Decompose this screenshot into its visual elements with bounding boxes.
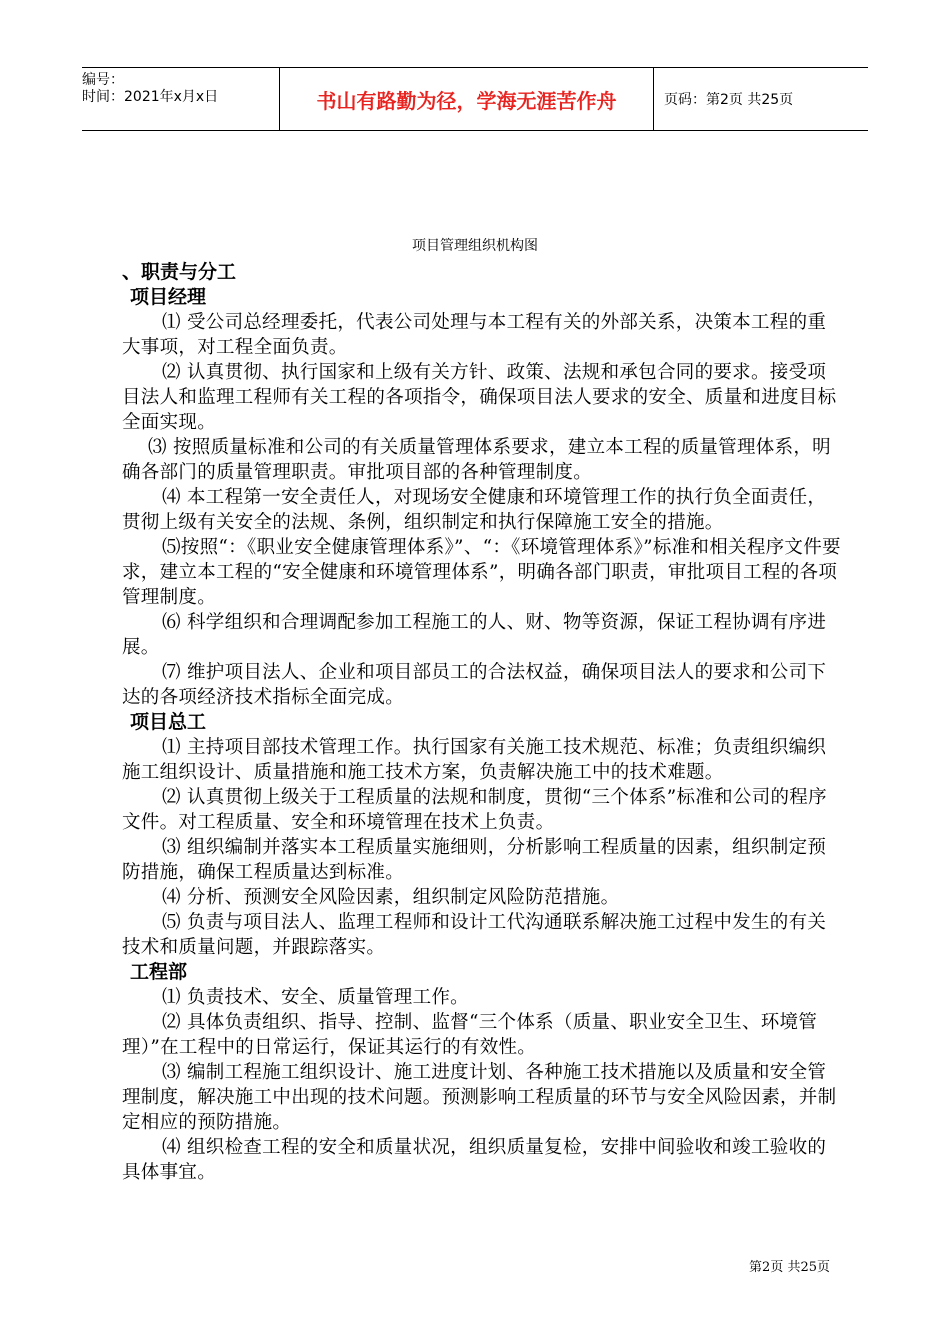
- paragraph: ⑸ 负责与项目法人、监理工程师和设计工代沟通联系解决施工过程中发生的有关技术和质量问题，并跟踪落实。: [122, 912, 827, 958]
- paragraph: ⑵ 具体负责组织、指导、控制、监督“三个体系（质量、职业安全卫生、环境管理）”在工程中的日常运行，保证其运行的有效性。: [122, 1012, 818, 1058]
- chart-caption: 项目管理组织机构图: [412, 238, 538, 254]
- page-footer: 第2页 共25页: [749, 1260, 830, 1275]
- subsection-title-manager: 项目经理: [130, 286, 207, 308]
- paragraph: ⑶ 编制工程施工组织设计、施工进度计划、各种施工技术措施以及质量和安全管理制度，解决施工中出现的技术问题。预测影响工程质量的环节与安全风险因素，并制定相应的预防措施。: [122, 1062, 837, 1133]
- document-body: [122, 260, 842, 1185]
- paragraph: ⑸按照“：《职业安全健康管理体系》”、“：《环境管理体系》”标准和相关程序文件要求，建立本工程的“安全健康和环境管理体系”，明确各部门职责，审批项目工程的各项管理制度。: [122, 537, 841, 608]
- paragraph: ⑵ 认真贯彻上级关于工程质量的法规和制度，贯彻“三个体系”标准和公司的程序文件。对工程质量、安全和环境管理在技术上负责。: [122, 787, 827, 833]
- paragraph: ⑷ 组织检查工程的安全和质量状况，组织质量复检，安排中间验收和竣工验收的具体事宜。: [122, 1137, 827, 1183]
- paragraph: ⑷ 本工程第一安全责任人，对现场安全健康和环境管理工作的执行负全面责任，贯彻上级有关安全的法规、条例，组织制定和执行保障施工安全的措施。: [122, 487, 827, 533]
- paragraph: ⑷ 分析、预测安全风险因素，组织制定风险防范措施。: [162, 887, 620, 908]
- number-label: 编号：: [82, 72, 124, 88]
- subsection-title-engineering-dept: 工程部: [130, 961, 188, 983]
- paragraph: ⑴ 负责技术、安全、质量管理工作。: [162, 987, 469, 1008]
- header-page-info: 页码：第2页 共25页: [664, 92, 794, 108]
- paragraph: ⑵ 认真贯彻、执行国家和上级有关方针、政策、法规和承包合同的要求。接受项目法人和监理工程师有关工程的各项指令，确保项目法人要求的安全、质量和进度目标全面实现。: [122, 362, 837, 433]
- header-meta: [82, 68, 280, 130]
- header-motto: 书山有路勤为径，学海无涯苦作舟: [280, 68, 654, 130]
- date-label: 时间：2021年x月x日: [82, 89, 219, 105]
- paragraph: ⑶ 按照质量标准和公司的有关质量管理体系要求，建立本工程的质量管理体系，明确各部门的质量管理职责。审批项目部的各种管理制度。: [122, 437, 831, 483]
- page-header: [82, 67, 868, 131]
- paragraph: ⑹ 科学组织和合理调配参加工程施工的人、财、物等资源，保证工程协调有序进展。: [122, 612, 827, 658]
- section-title: 、职责与分工: [122, 261, 237, 283]
- subsection-title-chief-engineer: 项目总工: [130, 711, 207, 733]
- paragraph: ⑴ 受公司总经理委托，代表公司处理与本工程有关的外部关系，决策本工程的重大事项，对工程全面负责。: [122, 312, 827, 358]
- paragraph: ⑺ 维护项目法人、企业和项目部员工的合法权益，确保项目法人的要求和公司下达的各项经济技术指标全面完成。: [122, 662, 827, 708]
- paragraph: ⑴ 主持项目部技术管理工作。执行国家有关施工技术规范、标准；负责组织编织施工组织设计、质量措施和施工技术方案，负责解决施工中的技术难题。: [122, 737, 827, 783]
- paragraph: ⑶ 组织编制并落实本工程质量实施细则，分析影响工程质量的因素，组织制定预防措施，确保工程质量达到标准。: [122, 837, 827, 883]
